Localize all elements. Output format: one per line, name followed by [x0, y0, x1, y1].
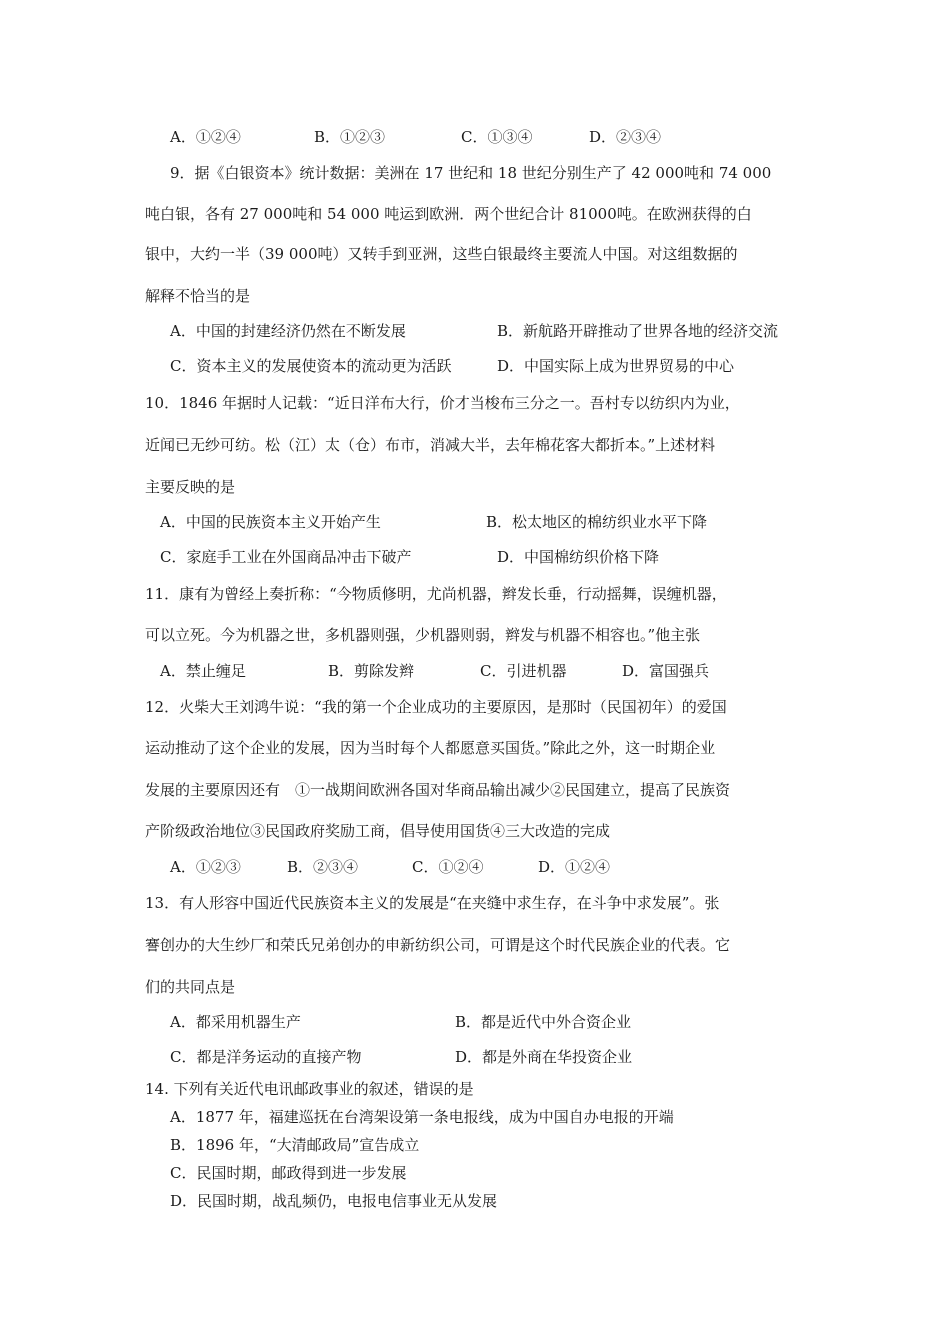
q13-option-c: C．都是洋务运动的直接产物 — [170, 1048, 362, 1066]
q8-option-c: C．①③④ — [461, 128, 533, 146]
q14-option-d: D．民国时期，战乱频仍，电报电信事业无从发展 — [170, 1192, 498, 1210]
q12-option-b: B．②③④ — [287, 858, 359, 876]
q10-stem-line-2: 近闻已无纱可纺。松（江）太（仓）布市，消减大半，去年棉花客大都折本。”上述材料 — [145, 436, 716, 454]
q11-stem-line-1: 11．康有为曾经上奏折称：“今物质修明，尤尚机器，辫发长垂，行动摇舞，误缠机器， — [145, 585, 727, 603]
q14-option-c: C．民国时期，邮政得到进一步发展 — [170, 1164, 407, 1182]
q12-option-d: D．①②④ — [538, 858, 611, 876]
q10-option-d: D．中国棉纺织价格下降 — [497, 548, 660, 566]
q12-option-c: C．①②④ — [412, 858, 484, 876]
q11-option-c: C．引进机器 — [480, 662, 567, 680]
q10-stem-line-1: 10．1846 年据时人记载：“近日洋布大行，价才当梭布三分之一。吾村专以纺织内为业， — [145, 394, 740, 412]
q8-option-b: B．①②③ — [314, 128, 386, 146]
q9-stem-line-4: 解释不恰当的是 — [145, 287, 251, 305]
q13-option-d: D．都是外商在华投资企业 — [455, 1048, 633, 1066]
q12-stem-line-4: 产阶级政治地位③民国政府奖励工商，倡导使用国货④三大改造的完成 — [145, 822, 611, 840]
q13-option-a: A．都采用机器生产 — [170, 1013, 301, 1031]
q11-stem-line-2: 可以立死。今为机器之世，多机器则强，少机器则弱，辫发与机器不相容也。”他主张 — [145, 626, 701, 644]
q13-stem-line-1: 13．有人形容中国近代民族资本主义的发展是“在夹缝中求生存，在斗争中求发展”。张 — [145, 894, 720, 912]
q14-option-b: B．1896 年，“大清邮政局”宣告成立 — [170, 1136, 420, 1154]
q10-option-a: A．中国的民族资本主义开始产生 — [160, 513, 381, 531]
q14-option-a: A．1877 年，福建巡抚在台湾架设第一条电报线，成为中国自办电报的开端 — [170, 1108, 674, 1126]
q10-option-c: C．家庭手工业在外国商品冲击下破产 — [160, 548, 412, 566]
q8-option-a: A．①②④ — [170, 128, 241, 146]
q14-stem: 14. 下列有关近代电讯邮政事业的叙述，错误的是 — [145, 1080, 474, 1098]
q9-option-d: D．中国实际上成为世界贸易的中心 — [497, 357, 735, 375]
q9-stem-line-2: 吨白银，各有 27 000吨和 54 000 吨运到欧洲．两个世纪合计 81000吨。在欧洲获得的白 — [145, 205, 752, 223]
q13-stem-line-2: 謇创办的大生纱厂和荣氏兄弟创办的申新纺织公司，可谓是这个时代民族企业的代表。它 — [145, 936, 731, 954]
q9-option-a: A．中国的封建经济仍然在不断发展 — [170, 322, 406, 340]
q12-stem-line-2: 运动推动了这个企业的发展，因为当时每个人都愿意买国货。”除此之外，这一时期企业 — [145, 739, 716, 757]
q13-option-b: B．都是近代中外合资企业 — [455, 1013, 632, 1031]
q11-option-d: D．富国强兵 — [622, 662, 710, 680]
q11-option-a: A．禁止缠足 — [160, 662, 246, 680]
q8-option-d: D．②③④ — [589, 128, 662, 146]
q10-option-b: B．松太地区的棉纺织业水平下降 — [486, 513, 708, 531]
q12-option-a: A．①②③ — [170, 858, 241, 876]
q13-stem-line-3: 们的共同点是 — [145, 978, 236, 996]
q12-stem-line-1: 12．火柴大王刘鸿牛说：“我的第一个企业成功的主要原因，是那时（民国初年）的爱国 — [145, 698, 727, 716]
q9-stem-line-1: 9．据《白银资本》统计数据：美洲在 17 世纪和 18 世纪分别生产了 42 000吨和 74 000 — [170, 164, 772, 182]
q9-stem-line-3: 银中，大约一半（39 000吨）又转手到亚洲，这些白银最终主要流人中国。对这组数据的 — [145, 245, 738, 263]
q9-option-c: C．资本主义的发展使资本的流动更为活跃 — [170, 357, 452, 375]
q9-option-b: B．新航路开辟推动了世界各地的经济交流 — [497, 322, 779, 340]
q10-stem-line-3: 主要反映的是 — [145, 478, 236, 496]
q12-stem-line-3: 发展的主要原因还有 ①一战期间欧洲各国对华商品输出减少②民国建立，提高了民族资 — [145, 781, 731, 799]
q11-option-b: B．剪除发辫 — [328, 662, 415, 680]
